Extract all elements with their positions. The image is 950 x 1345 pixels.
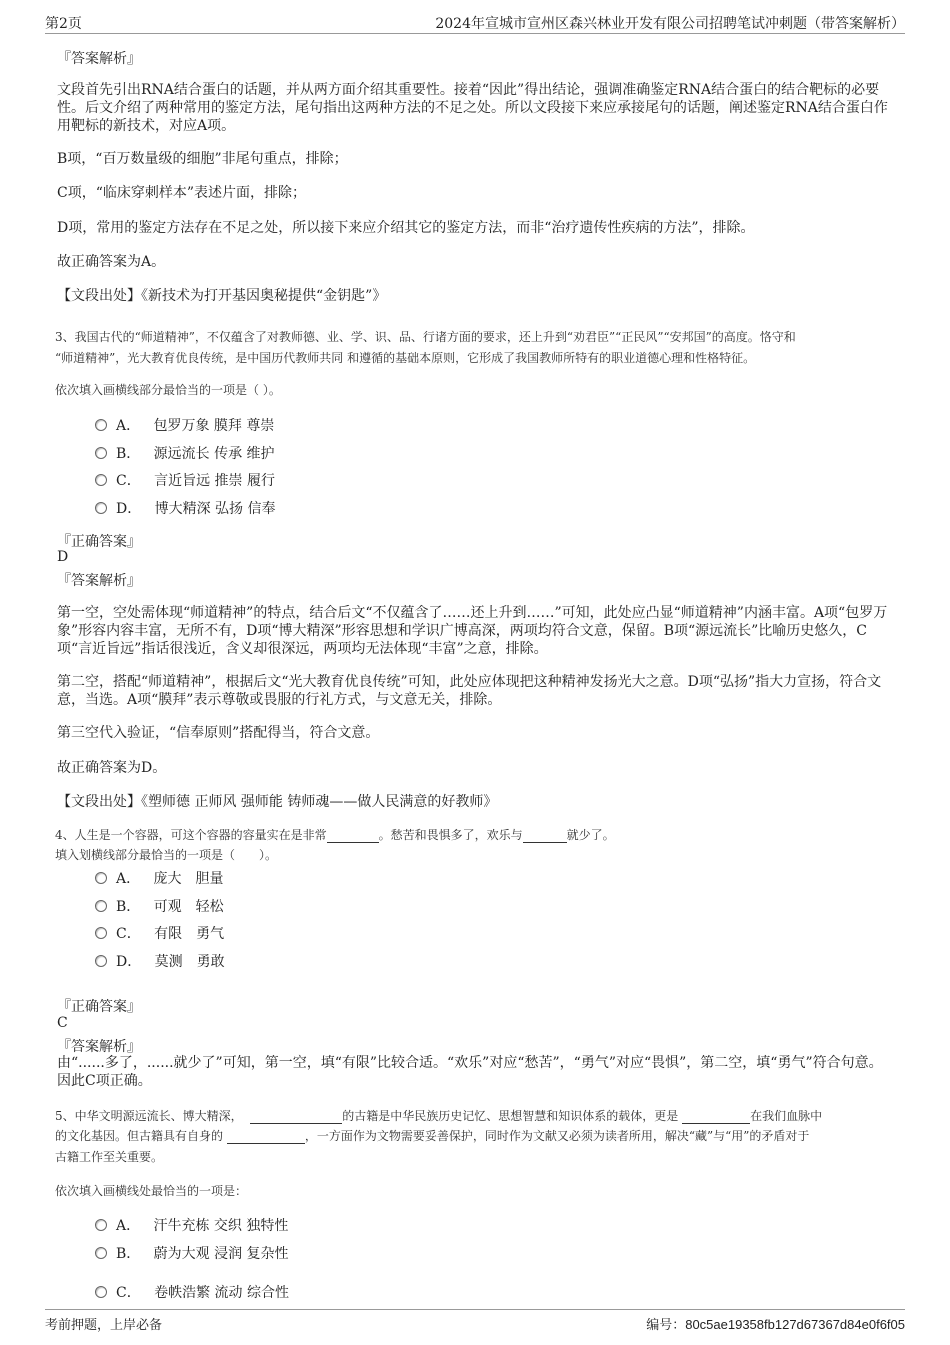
q4-analysis: 由“......多了，......就少了”可知，第一空，填“有限”比较合适。“欢乐”对应“愁苦”，“勇气”对应“畏惧”，第二空，填“勇气”符合句意。因此C项正确。 [57, 1055, 883, 1089]
document-code: 编号：80c5ae19358fb127d67367d84e0f6f05 [646, 1317, 905, 1333]
q2-analysis-p3: C项，“临床穿刺样本”表述片面，排除； [57, 185, 307, 201]
footer-divider [45, 1309, 905, 1310]
q5-instruction: 依次填入画横线处最恰当的一项是： [55, 1184, 248, 1198]
q2-analysis-label: 『答案解析』 [57, 51, 141, 67]
q2-answer-summary: 故正确答案为A。 [57, 254, 166, 270]
q3-stem-line1: 3、我国古代的“师道精神”，不仅蕴含了对教师德、业、学、识、品、行诸方面的要求，还上升到“劝君臣”“正民风”“安邦国”的高度。恪守和 [55, 330, 796, 344]
q5-option-a[interactable]: A． 汗牛充栋 交织 独特性 [95, 1216, 288, 1236]
footer-slogan: 考前押题，上岸必备 [45, 1318, 163, 1333]
q5-stem-line3: 古籍工作至关重要。 [55, 1150, 164, 1164]
q4-correct-label: 『正确答案』 [57, 999, 141, 1015]
q3-analysis-label: 『答案解析』 [57, 573, 141, 589]
q2-source: 【文段出处】《新技术为打开基因奥秘提供“金钥匙”》 [57, 288, 387, 304]
radio-icon[interactable] [95, 927, 107, 939]
page-number: 第2页 [45, 16, 82, 32]
q5-blank-2 [682, 1109, 750, 1124]
q4-option-a[interactable]: A． 庞大 胆量 [95, 869, 223, 889]
q3-correct-label: 『正确答案』 [57, 534, 141, 550]
q4-option-d[interactable]: D． 莫测 勇敢 [95, 952, 225, 972]
q2-analysis-p4: D项，常用的鉴定方法存在不足之处，所以接下来应介绍其它的鉴定方法，而非“治疗遗传性疾病的方法”，排除。 [57, 220, 755, 236]
q2-analysis-p2: B项，“百万数量级的细胞”非尾句重点，排除； [57, 151, 348, 167]
q5-blank-1 [250, 1109, 342, 1124]
q3-option-b[interactable]: B． 源远流长 传承 维护 [95, 444, 275, 464]
radio-icon[interactable] [95, 447, 107, 459]
radio-icon[interactable] [95, 900, 107, 912]
q3-option-c[interactable]: C． 言近旨远 推崇 履行 [95, 471, 275, 491]
q3-analysis-p2: 第二空，搭配“师道精神”，根据后文“光大教育优良传统”可知，此处应体现把这种精神发扬光大之意。D项“弘扬”指大力宣扬，符合文意，当选。A项“膜拜”表示尊敬或畏服的行礼方式，与文意无关，排除。 [57, 674, 882, 708]
q4-option-b[interactable]: B． 可观 轻松 [95, 897, 224, 917]
q3-stem-line2: “师道精神”，光大教育优良传统，是中国历代教师共同 和遵循的基础本原则，它形成了我国教师所特有的职业道德心理和性格特征。 [55, 351, 756, 365]
q5-blank-3 [227, 1129, 305, 1144]
q3-instruction: 依次填入画横线部分最恰当的一项是（ ）。 [55, 383, 281, 397]
q3-source: 【文段出处】《塑师德 正师风 强师能 铸师魂——做人民满意的好教师》 [57, 794, 498, 810]
q4-stem: 4、人生是一个容器，可这个容器的容量实在是非常 。愁苦和畏惧多了，欢乐与 就少了。 [55, 828, 615, 842]
q3-option-d[interactable]: D． 博大精深 弘扬 信奉 [95, 499, 276, 519]
radio-icon[interactable] [95, 1286, 107, 1298]
q4-blank-2 [523, 828, 567, 843]
document-title: 2024年宣城市宣州区森兴林业开发有限公司招聘笔试冲刺题（带答案解析） [435, 16, 905, 32]
q5-option-c[interactable]: C． 卷帙浩繁 流动 综合性 [95, 1283, 289, 1303]
q5-stem-line1: 5、中华文明源远流长、博大精深， 的古籍是中华民族历史记忆、思想智慧和知识体系的载体，更是 在我们血脉中 [55, 1109, 823, 1123]
q5-option-b[interactable]: B． 蔚为大观 浸润 复杂性 [95, 1244, 289, 1264]
radio-icon[interactable] [95, 474, 107, 486]
q4-option-c[interactable]: C． 有限 勇气 [95, 924, 224, 944]
q3-correct-answer: D [57, 549, 69, 565]
header-divider [45, 33, 905, 34]
radio-icon[interactable] [95, 955, 107, 967]
radio-icon[interactable] [95, 1247, 107, 1259]
q3-analysis-p1: 第一空，空处需体现“师道精神”的特点，结合后文“不仅蕴含了……还上升到……”可知，此处应凸显“师道精神”内涵丰富。A项“包罗万象”形容内容丰富，无所不有，D项“博大精深”形容思想和学识广博高深，两项均符合文意，保留。B项“源远流长”比喻历史悠久，C项“言近旨远”指话很浅近，含义却很深远，两项均无法体现“丰富”之意，排除。 [57, 605, 888, 657]
radio-icon[interactable] [95, 1219, 107, 1231]
q3-answer-summary: 故正确答案为D。 [57, 760, 167, 776]
radio-icon[interactable] [95, 419, 107, 431]
q4-blank-1 [327, 828, 379, 843]
radio-icon[interactable] [95, 502, 107, 514]
q4-analysis-label: 『答案解析』 [57, 1039, 141, 1055]
q3-option-a[interactable]: A． 包罗万象 膜拜 尊崇 [95, 416, 274, 436]
radio-icon[interactable] [95, 872, 107, 884]
q4-correct-answer: C [57, 1015, 68, 1031]
q4-instruction: 填入划横线部分最恰当的一项是（ ）。 [55, 848, 278, 862]
q3-analysis-p3: 第三空代入验证，“信奉原则”搭配得当，符合文意。 [57, 725, 380, 741]
q2-analysis-p1: 文段首先引出RNA结合蛋白的话题，并从两方面介绍其重要性。接着“因此”得出结论，强调准确鉴定RNA结合蛋白的结合靶标的必要性。后文介绍了两种常用的鉴定方法，尾句指出这两种方法的不足之处。所以文段接下来应承接尾句的话题，阐述鉴定RNA结合蛋白作用靶标的新技术，对应A项。 [57, 82, 888, 134]
q5-stem-line2: 的文化基因。但古籍具有自身的 ，一方面作为文物需要妥善保护，同时作为文献又必须为读者所用，解决“藏”与“用”的矛盾对于 [55, 1129, 810, 1143]
